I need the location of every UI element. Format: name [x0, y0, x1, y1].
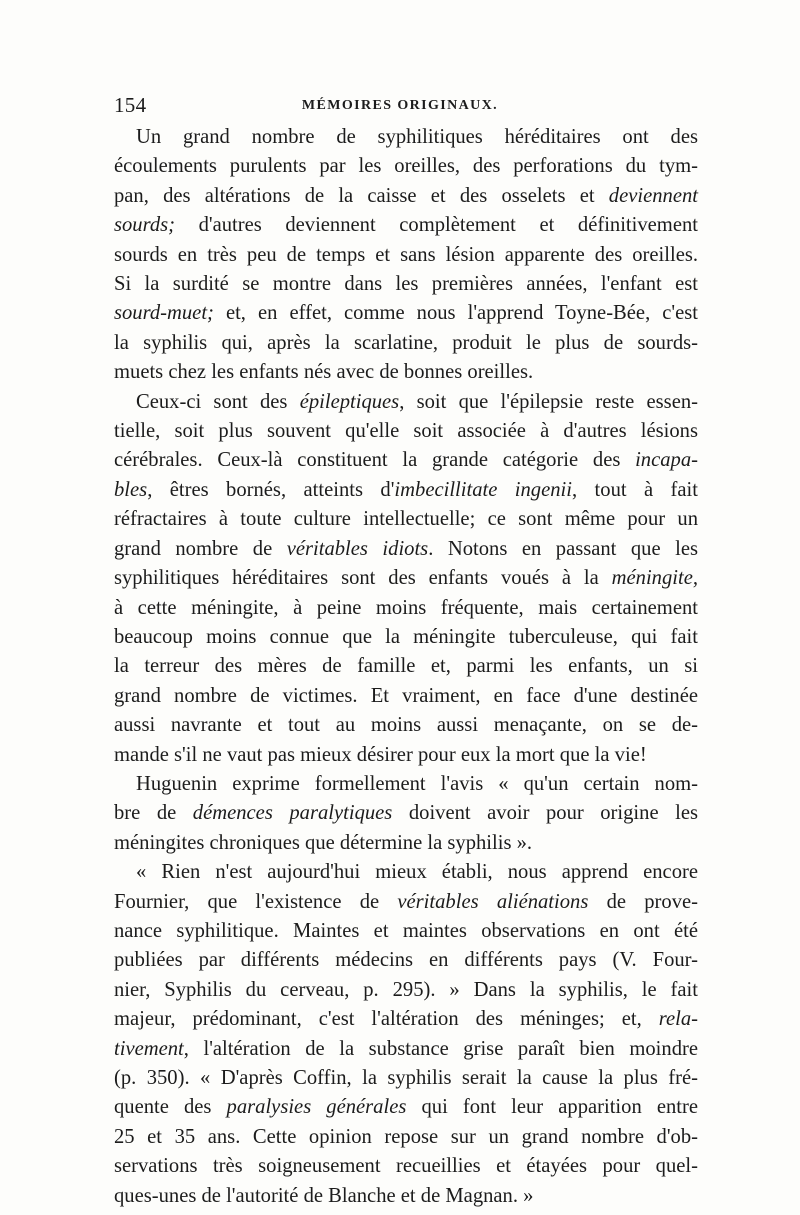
text-segment: la syphilis qui, après la scarlatine, produit le plus de sourds-: [114, 331, 698, 354]
text-segment: méningites chroniques que détermine la syphilis ».: [114, 831, 533, 854]
text-segment: Fournier, que l'existence de: [114, 890, 398, 913]
text-line: [114, 417, 698, 446]
page-number: 154: [114, 93, 147, 117]
text-segment: (p. 350). « D'après Coffin, la syphilis serait la cause la plus fré-: [114, 1067, 698, 1089]
text-segment: Si la surdité se montre dans les premières années, l'enfant est: [114, 273, 698, 296]
text-line: [114, 1064, 698, 1093]
text-segment: la terreur des mères de famille et, parmi les enfants, un si: [114, 655, 698, 678]
text-line: [114, 799, 698, 828]
italic-term: véritables aliénations: [397, 890, 589, 913]
text-segment: bre de: [114, 802, 193, 825]
text-line: [114, 388, 698, 417]
text-line: [114, 858, 698, 887]
text-segment: majeur, prédominant, c'est l'altération des méninges; et,: [114, 1008, 659, 1031]
text-segment: . Notons en passant que les: [428, 537, 698, 560]
italic-term: démences paralytiques: [192, 802, 393, 825]
text-line: [114, 123, 698, 152]
text-segment: nier, Syphilis du cerveau, p. 295). » Dans la syphilis, le fait: [114, 978, 698, 1001]
text-line: [114, 1093, 698, 1122]
text-line: [114, 1035, 698, 1064]
text-line: [114, 446, 698, 475]
text-segment: qui font leur apparition entre: [406, 1096, 698, 1119]
text-segment: réfractaires à toute culture intellectuelle; ce sont même pour un: [114, 508, 698, 531]
text-line: [114, 329, 698, 358]
text-segment: publiées par différents médecins en différents pays (V. Four-: [114, 949, 698, 972]
text-segment: , tout à fait: [571, 478, 698, 501]
italic-term: sourd-muet;: [114, 302, 214, 325]
text-line: [114, 241, 698, 270]
text-segment: d'autres deviennent complètement et définitivement: [175, 214, 698, 237]
text-segment: Ceux-ci sont des: [136, 390, 300, 413]
text-segment: cérébrales. Ceux-là constituent la grande catégorie des: [114, 449, 636, 472]
text-line: [114, 152, 698, 181]
text-segment: ques-unes de l'autorité de Blanche et de Magnan. »: [114, 1184, 534, 1207]
text-segment: 25 et 35 ans. Cette opinion repose sur un grand nombre d'ob-: [114, 1125, 698, 1148]
text-segment: syphilitiques héréditaires sont des enfants voués à la: [114, 567, 612, 590]
text-segment: quente des: [114, 1096, 227, 1119]
italic-term: sourds;: [114, 214, 176, 237]
text-segment: nance syphilitique. Maintes et maintes observations en ont été: [114, 919, 698, 942]
text-line: [114, 211, 698, 240]
text-segment: doivent avoir pour origine les: [392, 802, 698, 825]
text-line: [114, 299, 698, 328]
text-line: [114, 1123, 698, 1152]
text-line: [114, 741, 698, 770]
text-line: [114, 270, 698, 299]
text-segment: grand nombre de victimes. Et vraiment, en face d'une destinée: [114, 684, 698, 707]
text-line: [114, 682, 698, 711]
text-segment: Un grand nombre de syphilitiques héréditaires ont des: [136, 126, 698, 148]
italic-term: méningite,: [611, 567, 698, 590]
italic-term: rela-: [658, 1008, 698, 1031]
text-line: [114, 476, 698, 505]
running-title: MÉMOIRES ORIGINAUX.: [301, 98, 499, 113]
body-text: [114, 123, 698, 1211]
text-segment: , soit que l'épilepsie reste essen-: [399, 390, 698, 413]
text-segment: servations très soigneusement recueillies et étayées pour quel-: [114, 1155, 698, 1178]
text-segment: écoulements purulents par les oreilles, des perforations du tym-: [114, 155, 698, 178]
italic-term: bles: [114, 478, 148, 501]
text-segment: aussi navrante et tout au moins aussi menaçante, on se de-: [114, 714, 698, 737]
text-segment: à cette méningite, à peine moins fréquente, mais certainement: [114, 596, 698, 619]
text-segment: , êtres bornés, atteints d': [147, 478, 395, 501]
text-line: [114, 594, 698, 623]
text-line: [114, 535, 698, 564]
text-line: [114, 711, 698, 740]
italic-term: tivement: [114, 1037, 184, 1060]
italic-term: incapa-: [635, 449, 698, 472]
text-line: [114, 358, 698, 387]
italic-term: deviennent: [608, 184, 698, 207]
text-segment: beaucoup moins connue que la méningite tuberculeuse, qui fait: [114, 625, 698, 648]
text-segment: de prove-: [588, 890, 699, 913]
text-line: [114, 770, 698, 799]
text-line: [114, 976, 698, 1005]
text-line: [114, 564, 698, 593]
text-line: [114, 505, 698, 534]
text-line: [114, 888, 698, 917]
italic-term: paralysies générales: [226, 1096, 407, 1119]
text-line: [114, 829, 698, 858]
text-line: [114, 652, 698, 681]
text-segment: mande s'il ne vaut pas mieux désirer pour eux la mort que la vie!: [114, 743, 647, 766]
text-segment: muets chez les enfants nés avec de bonnes oreilles.: [114, 361, 534, 384]
text-line: [114, 1152, 698, 1181]
text-segment: sourds en très peu de temps et sans lésion apparente des oreilles.: [114, 243, 698, 266]
text-segment: grand nombre de: [114, 537, 287, 560]
text-line: [114, 623, 698, 652]
text-segment: pan, des altérations de la caisse et des osselets et: [114, 184, 609, 207]
italic-term: véritables idiots: [286, 537, 429, 560]
text-segment: , l'altération de la substance grise paraît bien moindre: [183, 1037, 698, 1060]
text-segment: « Rien n'est aujourd'hui mieux établi, nous apprend encore: [136, 861, 698, 884]
text-line: [114, 182, 698, 211]
text-line: [114, 946, 698, 975]
text-segment: et, en effet, comme nous l'apprend Toyne-Bée, c'est: [213, 302, 698, 325]
text-line: [114, 1005, 698, 1034]
text-line: [114, 917, 698, 946]
text-segment: Huguenin exprime formellement l'avis « qu'un certain nom-: [136, 772, 698, 795]
text-segment: tielle, soit plus souvent qu'elle soit associée à d'autres lésions: [114, 420, 698, 443]
italic-term: imbecillitate ingenii: [394, 478, 572, 501]
italic-term: épileptiques: [299, 390, 400, 413]
text-line: [114, 1182, 698, 1211]
